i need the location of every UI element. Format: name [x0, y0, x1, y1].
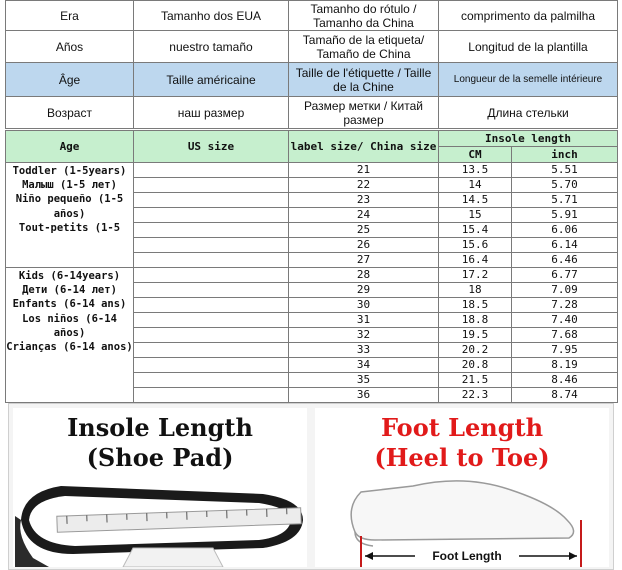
- label-size-cell: 27: [289, 253, 439, 268]
- label-size-cell: 29: [289, 283, 439, 298]
- header-row-3: [6, 63, 618, 97]
- insole-inch-cell: 6.77: [512, 268, 618, 283]
- multilingual-header-table: [5, 0, 618, 129]
- insole-inch-cell: 7.28: [512, 298, 618, 313]
- label-size-cell: 34: [289, 358, 439, 373]
- age-label: Los niños (6-14 años): [22, 312, 117, 339]
- label-size-cell: 33: [289, 343, 439, 358]
- us-size-cell: [134, 223, 289, 238]
- insole-subtitle: (Shoe Pad): [86, 443, 234, 472]
- age-group-toddler: [6, 163, 134, 268]
- age-label: Crianças (6-14 anos): [6, 341, 133, 354]
- header-cell: Tamanho dos EUA: [134, 1, 289, 31]
- label-size-cell: 25: [289, 223, 439, 238]
- insole-cm-cell: 15.4: [439, 223, 512, 238]
- foot-length-panel: [315, 408, 609, 567]
- us-size-cell: [134, 238, 289, 253]
- age-header: Age: [6, 131, 134, 163]
- insole-cm-cell: 14: [439, 178, 512, 193]
- insole-inch-cell: 5.70: [512, 178, 618, 193]
- age-label: Niño pequeño (1-5 años): [15, 193, 124, 220]
- age-label: Toddler (1-5years): [12, 165, 127, 177]
- header-cell: Длина стельки: [439, 97, 618, 129]
- age-label: Малыш (1-5 лет): [22, 179, 117, 192]
- header-cell: Taille américaine: [134, 63, 289, 97]
- insole-cm-cell: 18.5: [439, 298, 512, 313]
- header-cell: Возраст: [6, 97, 134, 129]
- insole-cm-cell: 20.8: [439, 358, 512, 373]
- header-cell: Años: [6, 31, 134, 63]
- header-row-4: [6, 97, 618, 129]
- label-size-cell: 31: [289, 313, 439, 328]
- foot-outline-image: [315, 408, 609, 567]
- insole-inch-cell: 8.74: [512, 388, 618, 403]
- us-size-cell: [134, 358, 289, 373]
- size-chart-table: [5, 130, 618, 403]
- header-cell: Tamanho do rótulo / Tamanho da China: [289, 1, 439, 31]
- insole-title: Insole Length: [67, 413, 253, 442]
- size-header-row-1: [6, 131, 618, 147]
- us-size-cell: [134, 163, 289, 178]
- us-size-cell: [134, 388, 289, 403]
- label-size-cell: 32: [289, 328, 439, 343]
- insole-cm-cell: 22.3: [439, 388, 512, 403]
- shoe-insole-image: [13, 408, 307, 567]
- cm-header: CM: [439, 147, 512, 163]
- table-row: [6, 268, 618, 283]
- insole-cm-cell: 13.5: [439, 163, 512, 178]
- insole-inch-cell: 6.14: [512, 238, 618, 253]
- insole-inch-cell: 6.06: [512, 223, 618, 238]
- header-row-1: [6, 1, 618, 31]
- age-label: Tout-petits (1-5: [18, 221, 121, 234]
- insole-cm-cell: 18: [439, 283, 512, 298]
- inch-header: inch: [512, 147, 618, 163]
- label-size-cell: 30: [289, 298, 439, 313]
- insole-cm-cell: 18.8: [439, 313, 512, 328]
- insole-inch-cell: 7.09: [512, 283, 618, 298]
- us-size-cell: [134, 283, 289, 298]
- label-size-cell: 21: [289, 163, 439, 178]
- us-size-cell: [134, 373, 289, 388]
- insole-length-header: Insole length: [439, 131, 618, 147]
- label-size-cell: 36: [289, 388, 439, 403]
- insole-inch-cell: 7.68: [512, 328, 618, 343]
- header-cell: Âge: [6, 63, 134, 97]
- label-size-cell: 22: [289, 178, 439, 193]
- label-size-cell: 35: [289, 373, 439, 388]
- table-row: [6, 163, 618, 178]
- insole-cm-cell: 15.6: [439, 238, 512, 253]
- age-group-kids: [6, 268, 134, 403]
- header-cell: nuestro tamaño: [134, 31, 289, 63]
- header-cell: Taille de l'étiquette / Taille de la Chine: [289, 63, 439, 97]
- us-size-cell: [134, 328, 289, 343]
- age-label: Kids (6-14years): [18, 270, 121, 282]
- insole-cm-cell: 15: [439, 208, 512, 223]
- insole-inch-cell: 7.40: [512, 313, 618, 328]
- us-size-cell: [134, 268, 289, 283]
- insole-inch-cell: 5.71: [512, 193, 618, 208]
- us-size-cell: [134, 343, 289, 358]
- header-cell: comprimento da palmilha: [439, 1, 618, 31]
- insole-inch-cell: 8.19: [512, 358, 618, 373]
- us-size-cell: [134, 193, 289, 208]
- label-size-cell: 26: [289, 238, 439, 253]
- us-size-cell: [134, 178, 289, 193]
- measurement-illustration: [8, 403, 614, 570]
- us-size-header: US size: [134, 131, 289, 163]
- age-label: Дети (6-14 лет): [22, 284, 117, 297]
- label-size-header: label size/ China size: [289, 131, 439, 163]
- insole-cm-cell: 14.5: [439, 193, 512, 208]
- insole-cm-cell: 17.2: [439, 268, 512, 283]
- insole-cm-cell: 16.4: [439, 253, 512, 268]
- header-cell: Era: [6, 1, 134, 31]
- foot-subtitle: (Heel to Toe): [374, 443, 550, 472]
- insole-cm-cell: 20.2: [439, 343, 512, 358]
- insole-cm-cell: 21.5: [439, 373, 512, 388]
- insole-inch-cell: 5.51: [512, 163, 618, 178]
- us-size-cell: [134, 208, 289, 223]
- foot-length-arrow-label: Foot Length: [432, 549, 502, 563]
- header-cell: Longitud de la plantilla: [439, 31, 618, 63]
- insole-inch-cell: 6.46: [512, 253, 618, 268]
- insole-inch-cell: 8.46: [512, 373, 618, 388]
- us-size-cell: [134, 313, 289, 328]
- label-size-cell: 28: [289, 268, 439, 283]
- age-label: Enfants (6-14 ans): [12, 298, 127, 311]
- header-cell: Longueur de la semelle intérieure: [439, 63, 618, 97]
- insole-inch-cell: 7.95: [512, 343, 618, 358]
- foot-title: Foot Length: [380, 413, 544, 442]
- us-size-cell: [134, 253, 289, 268]
- header-cell: Размер метки / Китай размер: [289, 97, 439, 129]
- insole-cm-cell: 19.5: [439, 328, 512, 343]
- insole-length-panel: [13, 408, 307, 567]
- header-row-2: [6, 31, 618, 63]
- us-size-cell: [134, 298, 289, 313]
- label-size-cell: 24: [289, 208, 439, 223]
- label-size-cell: 23: [289, 193, 439, 208]
- insole-inch-cell: 5.91: [512, 208, 618, 223]
- header-cell: Tamaño de la etiqueta/ Tamaño de China: [289, 31, 439, 63]
- header-cell: наш размер: [134, 97, 289, 129]
